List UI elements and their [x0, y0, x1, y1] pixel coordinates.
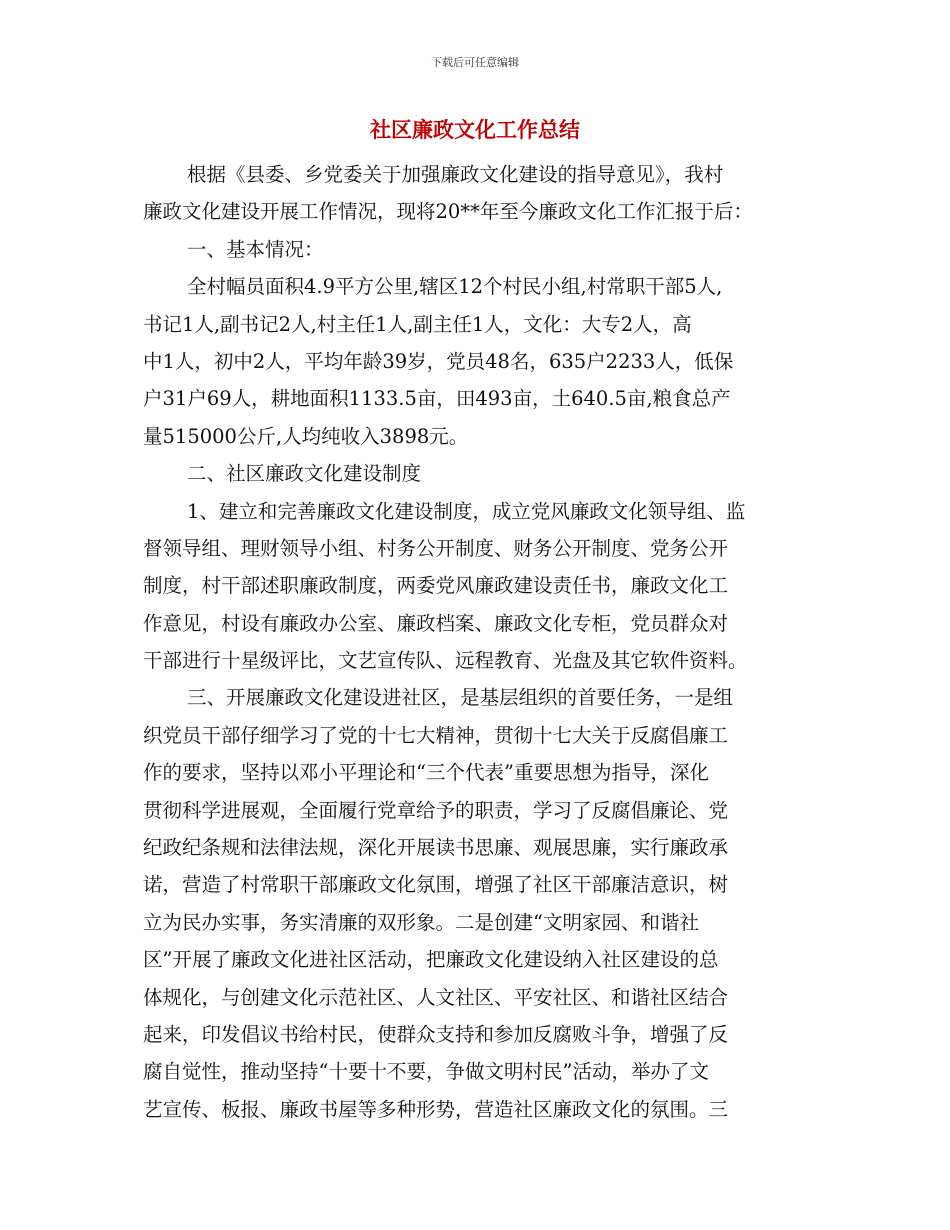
body-line: 中1人，初中2人，平均年龄39岁，党员48名，635户2233人，低保: [143, 349, 734, 373]
body-line: 干部进行十星级评比，文艺宣传队、远程教育、光盘及其它软件资料。: [143, 649, 748, 673]
body-line: 纪政纪条规和法律法规，深化开展读书思廉、观展思廉，实行廉政承: [143, 836, 729, 860]
header-note: 下载后可任意编辑: [431, 56, 519, 69]
body-line: 作的要求，坚持以邓小平理论和“三个代表”重要思想为指导，深化: [143, 761, 709, 785]
body-line: 廉政文化建设开展工作情况，现将20**年至今廉政文化工作汇报于后：: [143, 200, 753, 224]
body-line: 量515000公斤,人均纯收入3898元。: [143, 424, 469, 448]
body-line: 贯彻科学进展观，全面履行党章给予的职责，学习了反腐倡廉论、党: [143, 798, 729, 822]
body-line: 制度，村干部述职廉政制度，两委党风廉政建设责任书，廉政文化工: [143, 574, 729, 598]
body-line: 户31户69人，耕地面积1133.5亩，田493亩，土640.5亩,粮食总产: [143, 387, 731, 411]
body-line: 全村幅员面积4.9平方公里,辖区12个村民小组,村常职干部5人,: [187, 275, 723, 299]
body-line: 作意见，村设有廉政办公室、廉政档案、廉政文化专柜，党员群众对: [143, 611, 729, 635]
body-line: 二、社区廉政文化建设制度: [187, 462, 422, 486]
body-line: 织党员干部仔细学习了党的十七大精神，贯彻十七大关于反腐倡廉工: [143, 723, 729, 747]
body-line: 艺宣传、板报、廉政书屋等多种形势，营造社区廉政文化的氛围。三: [143, 1097, 729, 1121]
document-title: 社区廉政文化工作总结: [370, 117, 580, 142]
body-line: 书记1人,副书记2人,村主任1人,副主任1人，文化：大专2人，高: [143, 312, 692, 336]
body-line: 区”开展了廉政文化进社区活动，把廉政文化建设纳入社区建设的总: [143, 948, 719, 972]
body-line: 一、基本情况：: [187, 237, 324, 261]
body-line: 腐自觉性，推动坚持“十要十不要，争做文明村民”活动，举办了文: [143, 1060, 709, 1084]
body-line: 1、建立和完善廉政文化建设制度，成立党风廉政文化领导组、监: [187, 499, 746, 523]
body-line: 三、开展廉政文化建设进社区，是基层组织的首要任务，一是组: [187, 686, 734, 710]
document-body: [143, 156, 813, 1128]
body-line: 督领导组、理财领导小组、村务公开制度、财务公开制度、党务公开: [143, 536, 729, 560]
body-line: 起来，印发倡议书给村民，使群众支持和参加反腐败斗争，增强了反: [143, 1022, 729, 1046]
body-line: 立为民办实事，务实清廉的双形象。二是创建“文明家园、和谐社: [143, 910, 699, 934]
body-line: 诺，营造了村常职干部廉政文化氛围，增强了社区干部廉洁意识，树: [143, 873, 729, 897]
body-line: 根据《县委、乡党委关于加强廉政文化建设的指导意见》，我村: [187, 163, 724, 186]
body-line: 体规化，与创建文化示范社区、人文社区、平安社区、和谐社区结合: [143, 985, 729, 1009]
